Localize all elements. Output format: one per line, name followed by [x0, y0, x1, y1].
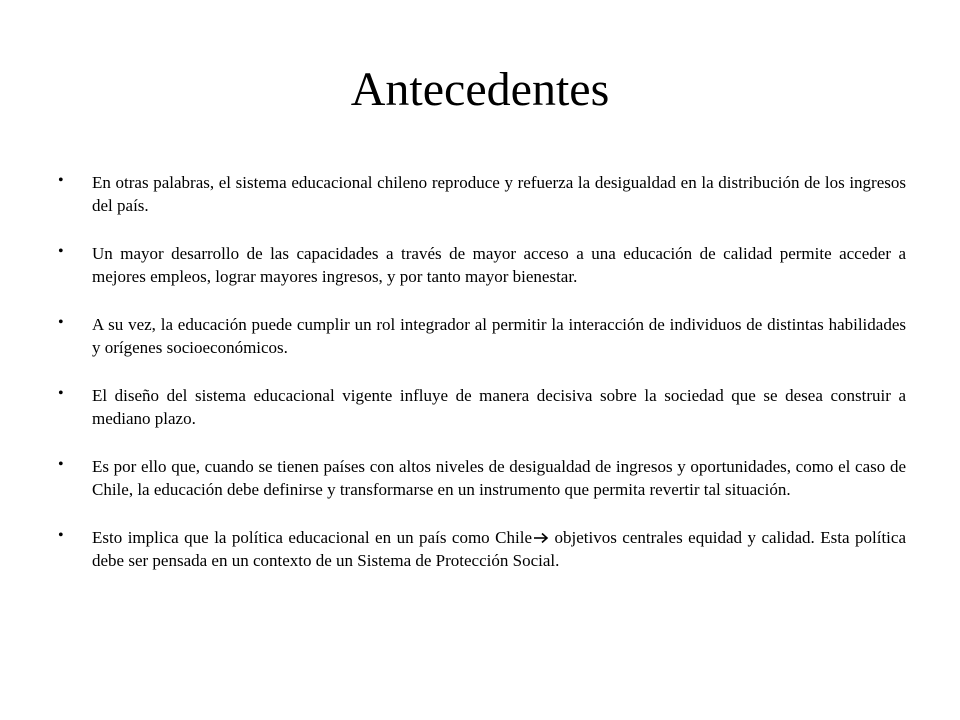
right-arrow-icon [533, 532, 549, 544]
bullet-text: A su vez, la educación puede cumplir un rol integrador al permitir la interacción de individuos de distintas habilidades y orígenes socioeconómicos. [92, 315, 906, 357]
bullet-text: En otras palabras, el sistema educacional chileno reproduce y refuerza la desigualdad en la distribución de los ingresos del país. [92, 173, 906, 215]
bullet-point-icon: • [58, 527, 64, 544]
bullet-point-icon: • [58, 456, 64, 473]
bullet-text: Es por ello que, cuando se tienen países con altos niveles de desigualdad de ingresos y oportunidades, como el caso de Chile, la educación debe definirse y transformarse en un instrumento que permita revertir tal situación. [92, 457, 906, 499]
bullet-list [58, 172, 906, 572]
bullet-point-icon: • [58, 172, 64, 189]
bullet-item [58, 172, 906, 217]
bullet-point-icon: • [58, 314, 64, 331]
bullet-item [58, 527, 906, 572]
bullet-item [58, 314, 906, 359]
bullet-point-icon: • [58, 385, 64, 402]
bullet-item [58, 243, 906, 288]
bullet-text-before-arrow: Esto implica que la política educacional en un país como Chile [92, 528, 532, 547]
bullet-point-icon: • [58, 243, 64, 260]
bullet-text: Un mayor desarrollo de las capacidades a través de mayor acceso a una educación de calidad permite acceder a mejores empleos, lograr mayores ingresos, y por tanto mayor bienestar. [92, 244, 906, 286]
bullet-text-after-arrow: objetivos centrales equidad y calidad. Esta política debe ser pensada en un contexto de un Sistema de Protección Social. [92, 528, 906, 570]
slide-title: Antecedentes [350, 63, 610, 116]
bullet-item [58, 456, 906, 501]
bullet-text: El diseño del sistema educacional vigente influye de manera decisiva sobre la sociedad que se desea construir a mediano plazo. [92, 386, 906, 428]
bullet-item [58, 385, 906, 430]
